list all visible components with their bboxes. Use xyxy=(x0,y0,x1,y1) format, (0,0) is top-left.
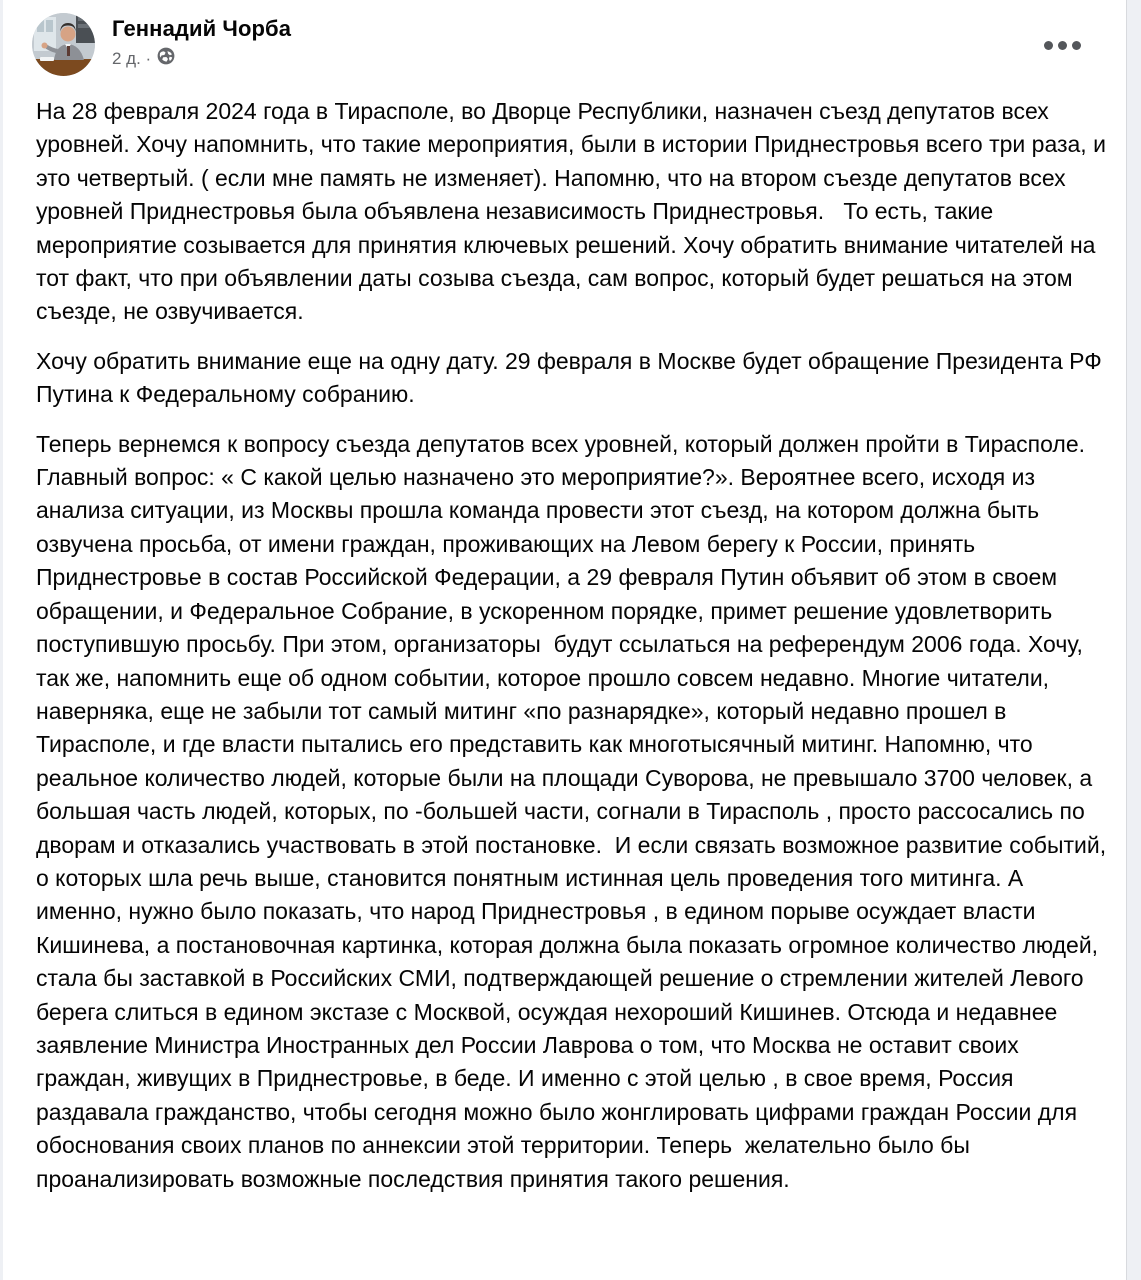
avatar-photo xyxy=(32,13,95,76)
post-card xyxy=(3,0,1127,1280)
author-name[interactable]: Геннадий Чорба xyxy=(112,16,292,41)
author-block xyxy=(112,15,291,71)
post-paragraph: Теперь вернемся к вопросу съезда депутатов всех уровней, который должен пройти в Тирасполе. Главный вопрос: « С какой целью назначено это мероприятие?». Вероятнее всего, исходя из анализа ситуации, из Москвы прошла команда провести этот съезд, на котором должна быть озвучена просьба, от имени граждан, проживающих на Левом берегу к России, принять Приднестровье в состав Российской Федерации, а 29 февраля Путин объявит об этом в своем обращении, и Федеральное Собрание, в ускоренном порядке, примет решение удовлетворить поступившую просьбу. При этом, организаторы будут ссылаться на референдум 2006 года. Хочу, так же, напомнить еще об одном событии, которое прошло совсем недавно. Многие читатели, наверняка, еще не забыли тот самый митинг «по разнарядке», который недавно прошел в Тирасполе, и где власти пытались его представить как многотысячный митинг. Напомню, что реальное количество людей, которые были на площади Суворова, не превышало 3700 человек, а большая часть людей, которых, по -большей части, согнали в Тирасполь , просто рассосались по дворам и отказались участвовать в этой постановке. И если связать возможное развитие событий, о которых шла речь выше, становится понятным истинная цель проведения того митинга. А именно, нужно было показать, что народ Приднестровья , в едином порыве осуждает власти Кишинева, а постановочная картинка, которая должна была показать огромное количество людей, стала бы заставкой в Российских СМИ, подтверждающей решение о стремлении жителей Левого берега слиться в едином экстазе с Москвой, осуждая нехороший Кишинев. Отсюда и недавнее заявление Министра Иностранных дел России Лаврова о том, что Москва не оставит своих граждан, живущих в Приднестровье, в беде. И именно с этой целью , в свое время, Россия раздавала гражданство, чтобы сегодня можно было жонглировать цифрами граждан России для обоснования своих планов по аннексии этой территории. Теперь желательно было бы проанализировать возможные последствия принятия такого решения. xyxy=(36,430,1113,1192)
post-body xyxy=(3,95,1127,1196)
globe-privacy-icon xyxy=(157,47,175,71)
post-options-button[interactable] xyxy=(1036,28,1088,62)
profile-avatar[interactable] xyxy=(32,13,95,76)
ellipsis-dot xyxy=(1044,41,1053,50)
post-paragraph: На 28 февраля 2024 года в Тирасполе, во Дворце Республики, назначен съезд депутатов всех уровней. Хочу напомнить, что такие мероприятия, были в истории Приднестровья всего три раза, и это четвертый. ( если мне память не изменяет). Напомню, что на втором съезде депутатов всех уровней Приднестровья была объявлена независимость Приднестровья. То есть, такие мероприятие созывается для принятия ключевых решений. Хочу обратить внимание читателей на тот факт, что при объявлении даты созыва съезда, сам вопрос, который будет решаться на этом съезде, не озвучивается. xyxy=(36,98,1113,325)
post-paragraph: Хочу обратить внимание еще на одну дату. 29 февраля в Москве будет обращение Президента РФ Путина к Федеральному собранию. xyxy=(36,347,1109,408)
post-meta xyxy=(112,46,291,71)
ellipsis-dot xyxy=(1058,41,1067,50)
post-header xyxy=(3,0,1126,95)
ellipsis-dot xyxy=(1072,41,1081,50)
post-timestamp[interactable]: 2 д. · xyxy=(112,48,152,68)
